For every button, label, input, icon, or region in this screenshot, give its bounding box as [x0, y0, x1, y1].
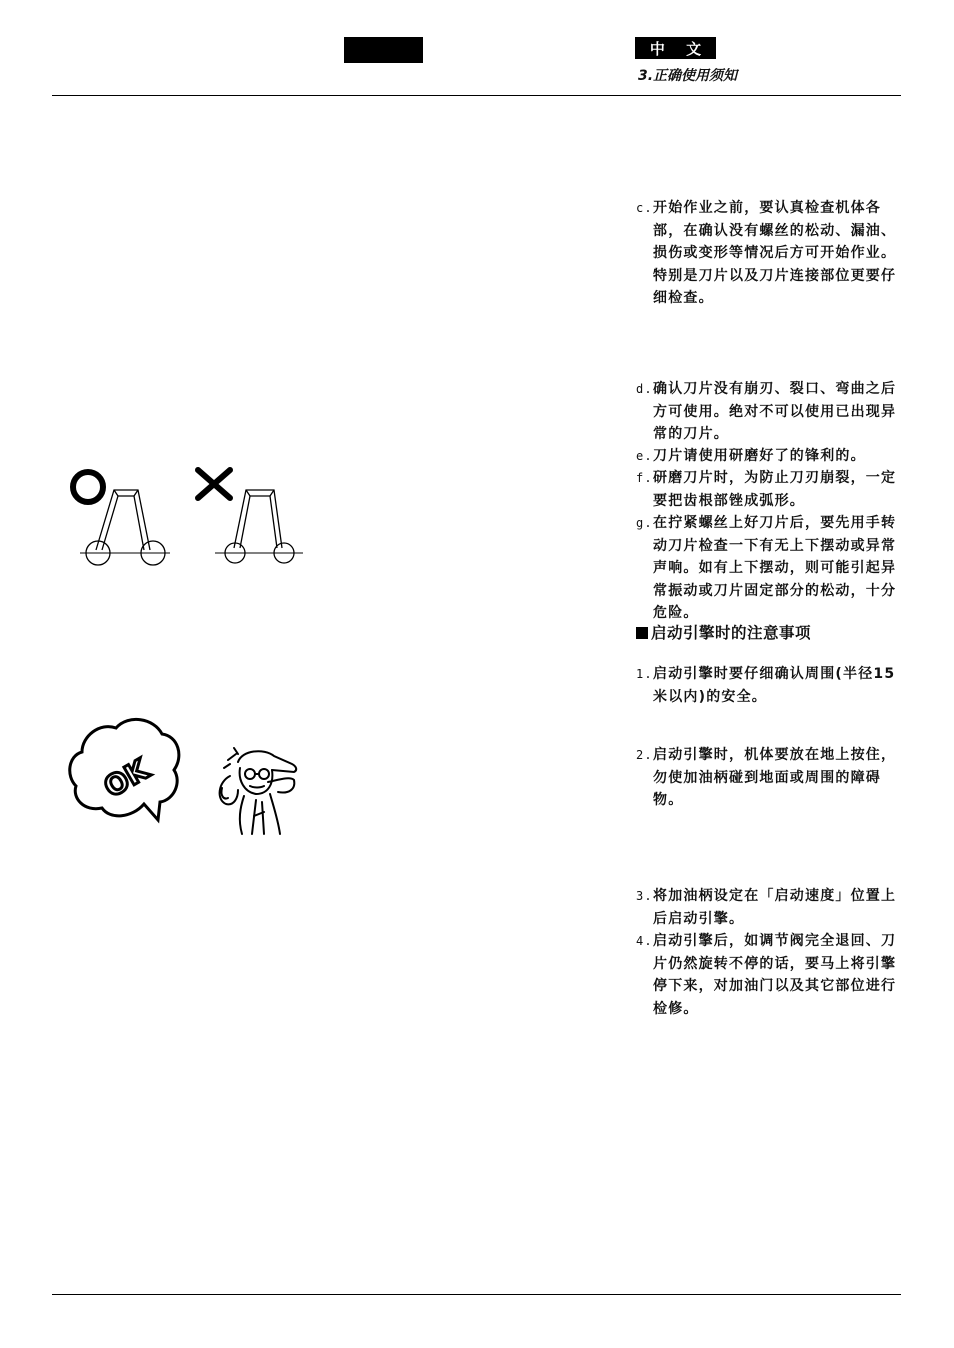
list-item-e: [636, 445, 908, 468]
item-text: 刀片请使用研磨好了的锋利的。: [653, 448, 866, 464]
blade-tooth-shape: [234, 490, 282, 548]
item-text: 开始作业之前，要认真检查机体各部，在确认没有螺丝的松动、漏油、损伤或变形等情况后方可开始作业。特别是刀片以及刀片连接部位更要仔细检查。: [653, 200, 897, 306]
header-black-box: [344, 37, 423, 63]
list-item-1: [636, 663, 908, 708]
list-item-g: [636, 512, 908, 625]
item-label: g.: [636, 516, 653, 530]
ok-text: OK: [98, 752, 155, 805]
item-text: 在拧紧螺丝上好刀片后，要先用手转动刀片检查一下有无上下摆动或异常声响。如有上下摆动，则可能引起异常振动或刀片固定部分的松动，十分危险。: [653, 515, 897, 621]
ok-speech-bubble-illustration: [66, 716, 184, 834]
worker-caution-illustration: [208, 740, 308, 840]
item-text: 启动引擎时，机体要放在地上按住，勿使加油柄碰到地面或周围的障碍物。: [653, 747, 897, 808]
section-title: 3.正确使用须知: [638, 68, 738, 84]
footer-rule: [52, 1294, 901, 1295]
language-badge: 中 文: [635, 37, 716, 59]
list-item-3: [636, 885, 908, 930]
square-bullet-icon: [636, 627, 648, 639]
section-heading: [636, 621, 811, 643]
item-label: f.: [636, 471, 653, 485]
blade-tooth-correct-illustration: [66, 460, 176, 570]
list-item-4: [636, 930, 908, 1020]
item-label: 2.: [636, 748, 653, 762]
list-item-f: [636, 467, 908, 512]
header-rule: [52, 95, 901, 96]
item-text: 研磨刀片时，为防止刀刃崩裂，一定要把齿根部锉成弧形。: [653, 470, 897, 509]
item-label: e.: [636, 449, 653, 463]
list-item-d: [636, 378, 908, 446]
item-text: 确认刀片没有崩刃、裂口、弯曲之后方可使用。绝对不可以使用已出现异常的刀片。: [653, 381, 897, 442]
item-label: c.: [636, 201, 653, 215]
heading-text: 启动引擎时的注意事项: [651, 624, 812, 642]
blade-tooth-shape: [96, 490, 150, 550]
blade-tooth-wrong-illustration: [190, 460, 310, 570]
item-label: d.: [636, 382, 653, 396]
correct-symbol-icon: [73, 472, 103, 502]
list-item-2: [636, 744, 908, 812]
item-label: 4.: [636, 934, 653, 948]
item-label: 3.: [636, 889, 653, 903]
item-text: 启动引擎后，如调节阀完全退回、刀片仍然旋转不停的话，要马上将引擎停下来，对加油门以及其它部位进行检修。: [653, 933, 897, 1017]
wrong-symbol-icon: [198, 470, 230, 498]
item-label: 1.: [636, 667, 653, 681]
list-item-c: [636, 197, 908, 310]
item-text: 启动引擎时要仔细确认周围(半径15米以内)的安全。: [653, 666, 896, 705]
item-text: 将加油柄设定在「启动速度」位置上后启动引擎。: [653, 888, 897, 927]
